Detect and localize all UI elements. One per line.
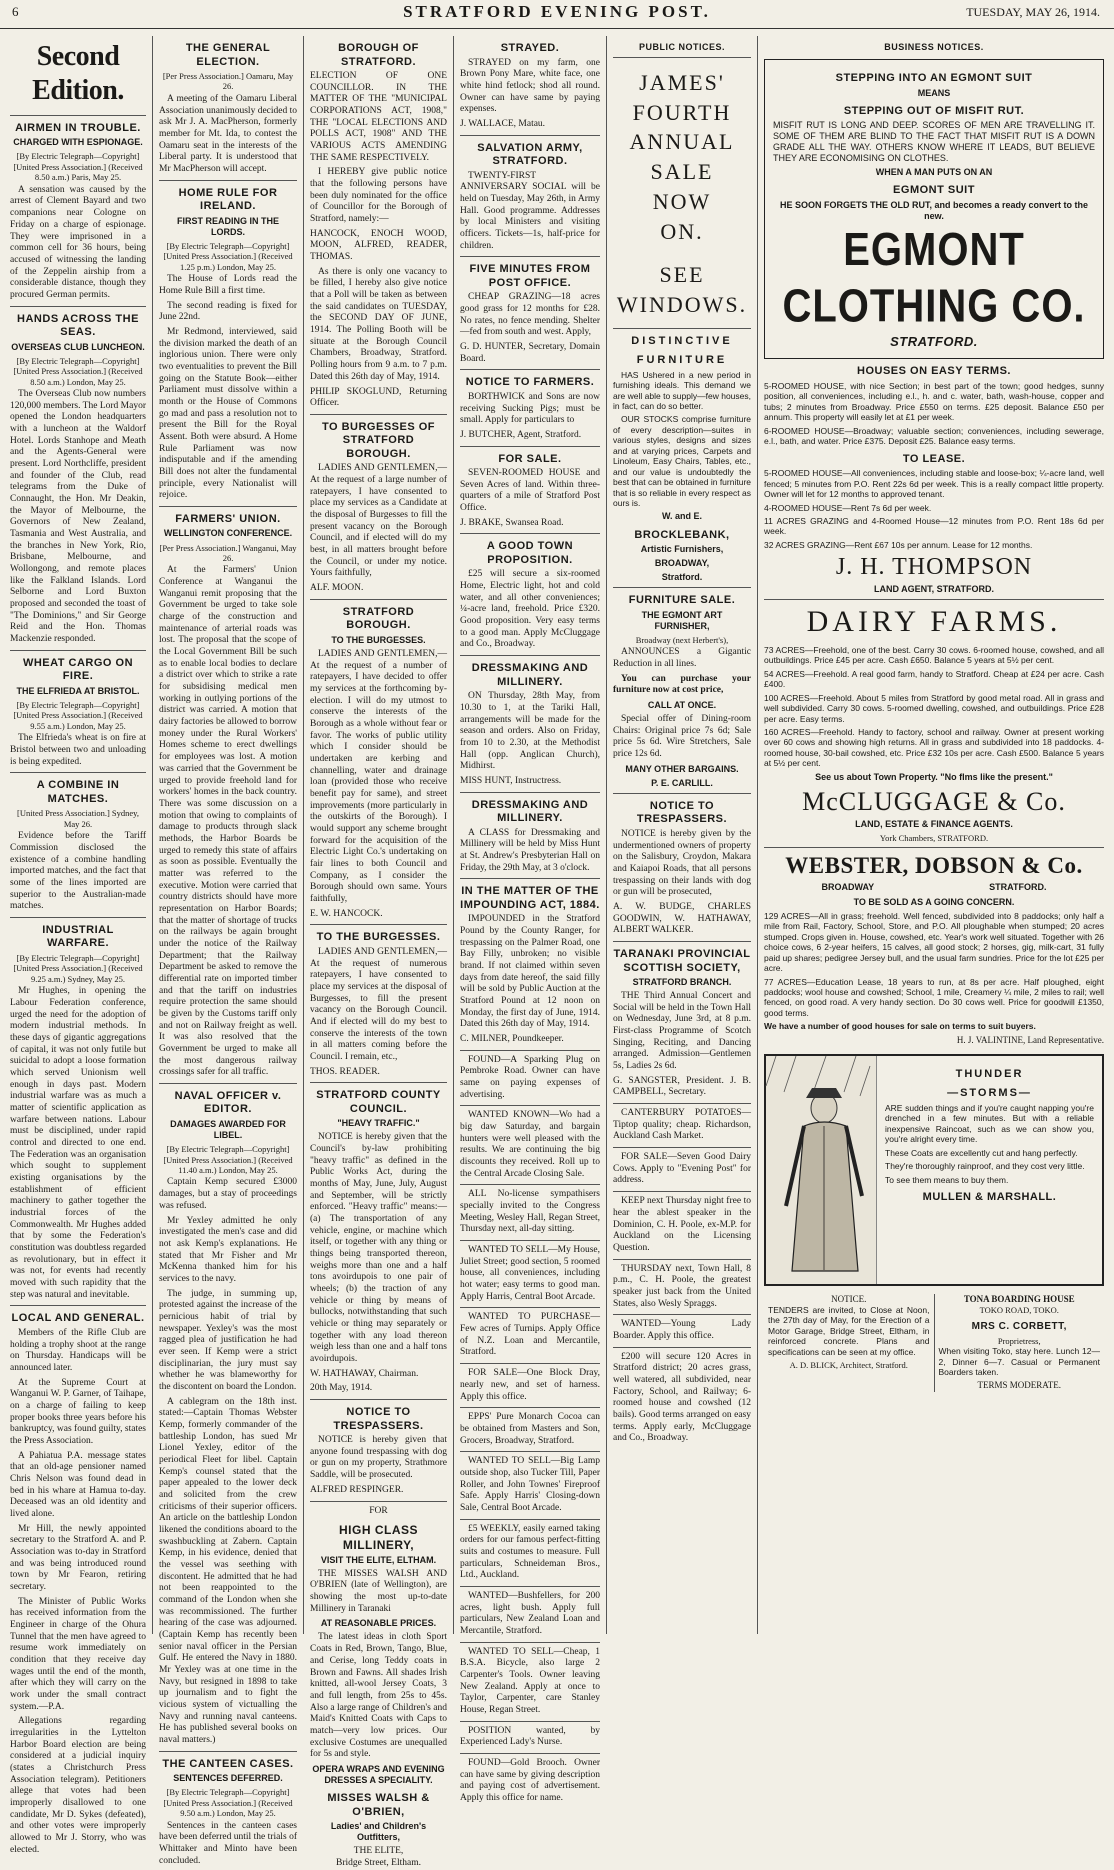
article-body: Mr Hughes, in opening the Labour Federation conference, urged the need for the adoption of modern industrial methods. In these days of gigantic aggregations of capital, it was not only futile but suicidal to adopt a loose formation which served Unionism well enough in days past. Modern industrial warfare was as much a matter of scientific application as warfare between nations. Labour must be disciplined, under rapid control and directed to one end. The Federation was an organisation which sought to supplement existing organisations by the establishment of efficient machinery to gather together the industrial forces of the Commonwealth. Mr Hughes added that by some the Federation's constitution was doubtless regarded as revolutionary, but in effect it was not, for events had recently moved with such rapidity that the step was natural and inevitable.	[10, 986, 146, 1300]
ad-heading: BROCKLEBANK,	[634, 528, 730, 541]
notice-body: LADIES AND GENTLEMEN,—At the request of numerous ratepayers, I have consented to place my services at the disposal of Burgesses, to fill the present vacancy on the Borough Council. And if elected will do my best to conserve the interests of the town in all matters coming before the Council. I remain, etc.,	[310, 946, 447, 1062]
classified-heading: NOTICE TO FARMERS.	[465, 376, 595, 389]
notice-body: I HEREBY give public notice that the following persons have been duly nominated for the office of Councillor for the Borough of Stratford, namely:—	[310, 167, 447, 225]
classified-body: TWENTY-FIRST ANNIVERSARY SOCIAL will be held on Tuesday, May 26th, in Army Hall. Good programme. Addresses by local Ministers and visiting officers. Tickets—1s, half-price for children.	[460, 170, 600, 251]
signature: G. D. HUNTER, Secretary, Domain Board.	[460, 342, 600, 364]
notice-body: LADIES AND GENTLEMEN,—At the request of a large number of ratepayers, I have consented to place my services as a Candidate at the disposal of Burgesses to fill the present vacancy on the Borough Council, and if elected will do my best, in all matters brought before the Council, or under my notice. Yours faithfully,	[310, 463, 447, 579]
classified-body: BORTHWICK and Sons are now receiving Sucking Pigs; must be small. Apply for particulars to	[460, 391, 600, 426]
column-2	[153, 36, 304, 1866]
classified-body: SEVEN-ROOMED HOUSE and Seven Acres of land. Within three-quarters of a mile of Stratford Post Office.	[460, 468, 600, 514]
newspaper-title: STRATFORD EVENING POST.	[403, 2, 711, 21]
ad-subheading: AT REASONABLE PRICES.	[320, 1618, 437, 1629]
notice-heading: BOROUGH OF STRATFORD.	[338, 42, 419, 68]
notice-body: NOTICE is hereby given that the Council's by-law prohibiting "heavy traffic" as defined in the Public Works Act, during the months of May, June, July, August and September, will be strictly enforced. "Heavy traffic" means:—(a) The transportation of any vehicle, engine, or machine which itself, or together with any thing or things being transported thereon, weighs more than one and a half tons avoirdupois to one pair of wheels; (b) the traction of any vehicle or thing by means of bullocks, notwithstanding that such vehicle or thing may separately or together with any load thereon weigh less than one and a half tons avoirdupois.	[310, 1132, 447, 1365]
article-heading: HANDS ACROSS THE SEAS.	[17, 312, 139, 339]
listing: 5-ROOMED HOUSE, with nice Section; in best part of the town; good hedges, sunny position, all conveniences, including e.l., h. and c. water, bath, wash-house, copper and tubs; 2 minutes from Broadway. Price £550 on terms. £25 deposit. Balance £50 per annum. This property will easily let at £1 per week.	[764, 380, 1104, 423]
masthead	[0, 0, 1114, 29]
agent-name: McCLUGGAGE & Co.	[802, 786, 1066, 816]
candidate-list: HANCOCK, ENOCH WOOD, MOON, ALFRED, READER, THOMAS.	[310, 228, 447, 263]
agent-name: J. H. THOMPSON	[835, 554, 1033, 581]
ad-heading: TO LEASE.	[902, 452, 966, 465]
ad-line: Broadway (next Herbert's),	[635, 634, 729, 645]
column-4	[454, 36, 607, 1803]
notice-date: 20th May, 1914.	[310, 1383, 373, 1394]
signature: W. HATHAWAY, Chairman.	[310, 1368, 419, 1379]
ad-line: NOW	[652, 188, 712, 214]
ad-line: STRATFORD.	[989, 881, 1047, 892]
article-heading: NAVAL OFFICER v. EDITOR.	[174, 1089, 282, 1116]
ad-line: York Chambers, STRATFORD.	[879, 832, 989, 843]
classified-body: FOR SALE—One Block Dray, nearly new, and set of harness. Apply this office.	[460, 1368, 600, 1402]
ad-subheading: THE EGMONT ART FURNISHER,	[641, 609, 723, 631]
article-subheading: FIRST READING IN THE LORDS.	[176, 215, 279, 237]
notice-heading: NOTICE TO TRESPASSERS.	[636, 799, 728, 826]
classified-heading: FIVE MINUTES FROM POST OFFICE.	[469, 263, 591, 289]
boarding-house-ad	[935, 1294, 1105, 1392]
signature: PHILIP SKOGLUND, Returning Officer.	[310, 386, 447, 409]
ad-body: OUR STOCKS comprise furniture of every description—suites in various styles, designs and sizes and at varying prices, Carpets and Linoleum, Easy Chairs, Tables, etc., and our value is undoubtedly the best that can be obtained in furniture that is so reliable in every respect as ours is.	[613, 414, 751, 509]
ad-line: WINDOWS.	[616, 291, 748, 317]
notice-body: NOTICE is hereby given that anyone found trespassing with dog or gun on my property, Strathmore Saddle, will be prosecuted.	[310, 1435, 447, 1481]
signature: ALF. MOON.	[310, 583, 364, 594]
notice-heading: STRATFORD COUNTY COUNCIL.	[316, 1089, 441, 1115]
listing: We have a number of good houses for sale on terms to suit buyers.	[764, 1021, 1036, 1032]
column-5	[607, 36, 758, 1634]
classified-body: WANTED KNOWN—Wo had a big daw Saturday, and bargain hunters were well pleased with the results. We are continuing the big discounts they received. Roll up to the Central Arcade Closing Sale.	[460, 1110, 600, 1179]
notice-subheading: TO THE BURGESSES.	[331, 634, 426, 645]
ad-line: ON.	[660, 218, 704, 244]
ad-heading: STEPPING OUT OF MISFIT RUT.	[843, 104, 1025, 117]
classified-body: £5 WEEKLY, easily earned taking orders for our famous perfect-fitting suits and costumes to measure. Full particulars, Schneideman Bros., Ltd., Auckland.	[460, 1523, 600, 1581]
classified-heading: DRESSMAKING AND MILLINERY.	[471, 662, 589, 688]
classified-body: POSITION wanted, by Experienced Lady's Nurse.	[460, 1725, 600, 1748]
article-heading: THE GENERAL ELECTION.	[185, 42, 271, 68]
ad-line: ANNUAL	[629, 129, 735, 155]
listing: 100 ACRES—Freehold. About 5 miles from Stratford by good metal road. All in grass and well subdivided. Carry 30 cows. 5-roomed dwelling, cowshed, and outbuildings. Price £28 per acre. Easy terms.	[764, 692, 1104, 724]
article-heading: A COMBINE IN MATCHES.	[36, 779, 120, 805]
ad-heading: THUNDER	[955, 1067, 1024, 1080]
notice-heading: TO BURGESSES OF STRATFORD BOROUGH.	[321, 420, 436, 460]
classified-body: FOUND—Gold Brooch. Owner can have same by giving description and paying cost of advertisement. Apply this office for name.	[460, 1757, 600, 1803]
article-heading: THE CANTEEN CASES.	[162, 1757, 294, 1770]
ad-line: THE ELITE,	[353, 1846, 404, 1857]
notice-body: THE Third Annual Concert and Social will be held in the Town Hall on Wednesday, June 3rd, at 8 p.m. First-class Programme of Scotch Singing, Reciting, and Dancing arranged. Admission—Gentlemen 5s, Ladies 2s 6d.	[613, 991, 751, 1072]
article-heading: FARMERS' UNION.	[175, 512, 281, 525]
classified-body: WANTED TO SELL—Cheap, 1 B.S.A. Bicycle, also large 2 Carpenter's Tools. Owner leaving New Zealand. Apply at once to Taylor, Carpenter, care Stanley House, Regan Street.	[460, 1646, 600, 1715]
ad-line: WHEN A MAN PUTS ON AN	[875, 167, 993, 178]
classified-body: FOR SALE—Seven Good Dairy Cows. Apply to "Evening Post" for address.	[613, 1152, 751, 1186]
ad-heading: MISSES WALSH & O'BRIEN,	[327, 1792, 430, 1818]
bottom-notices	[764, 1294, 1104, 1392]
classified-body: WANTED TO SELL—My House, Juliet Street; good section, 5 roomed house, all conveniences, including hot water; easy terms to good man. Apply Harris, Central Boot Arcade.	[460, 1245, 600, 1302]
notice-subheading: ELECTION OF ONE COUNCILLOR. IN THE MATTER OF THE "MUNICIPAL CORPORATIONS ACT, 1908," THE "LOCAL ELECTIONS AND POLLS ACT, 1908" AND THE VARIOUS ACTS AMENDING THE SAME RESPECTIVELY.	[310, 71, 447, 163]
classified-body: CHEAP GRAZING—18 acres good grass for 12 months for £28. No rates, no fence mending. Shelter—fed from south and west. Apply,	[460, 292, 600, 338]
signature: J. BRAKE, Swansea Road.	[460, 517, 564, 528]
tender-notice	[764, 1294, 935, 1392]
agent-name: WEBSTER, DOBSON & Co.	[785, 853, 1083, 879]
ad-body: They're thoroughly rainproof, and they cost very little.	[885, 1161, 1085, 1172]
ad-subheading: VISIT THE ELITE, ELTHAM.	[320, 1554, 437, 1565]
classified-body: STRAYED on my farm, one Brown Pony Mare, white face, one white hind fetlock; shod all round. Owner can have same by paying expenses.	[460, 57, 600, 115]
notice-body: NOTICE is hereby given by the undermentioned owners of property on the Salisbury, Croydon, Makara and Kaiapoi Roads, that all persons trespassing on their lands with dog or gun will be prosecuted,	[613, 828, 751, 898]
notice-body: As there is only one vacancy to be filled, I hereby also give notice that a Poll will be taken as between the said candidates on TUESDAY, the SECOND DAY OF JUNE, 1914. The Polling Booth will be situate at the Borough Council Chambers, Broadway, Stratford. Polling hours from 9 a.m. to 7 p.m. Dated this 26th day of May, 1914.	[310, 266, 447, 382]
notice-heading: NOTICE TO TRESPASSERS.	[333, 1406, 424, 1432]
ad-line: TOKO ROAD, TOKO.	[979, 1304, 1059, 1315]
classified-heading: IN THE MATTER OF THE IMPOUNDING ACT, 1884.	[460, 885, 600, 911]
ad-subheading: Ladies' and Children's Outfitters,	[330, 1821, 427, 1843]
dateline: [United Press Association.] Sydney, May 26.	[17, 808, 139, 829]
ad-body: These Coats are excellently cut and hang perfectly.	[885, 1147, 1078, 1158]
article-subheading: THE ELFRIEDA AT BRISTOL.	[16, 685, 140, 696]
article-body: The second reading is fixed for June 22nd.	[159, 300, 297, 323]
notice-subheading: "HEAVY TRAFFIC."	[337, 1118, 420, 1129]
column-1	[4, 36, 153, 1855]
article-body: The Minister of Public Works has received information from the Engineer in charge of the Ohura Tunnel that the men have agreed to resume work immediately on condition that they receive day wages until the end of the month, after which they will carry on the work under the small contract system.—P.A.	[10, 1596, 146, 1712]
article-body: Members of the Rifle Club are holding a trophy shoot at the range on Thursday. Handicaps will be announced later.	[10, 1327, 146, 1373]
ad-subheading: P. E. CARLILL.	[651, 777, 713, 788]
ad-body: When visiting Toko, stay here. Lunch 12—2, Dinner 6—7. Casual or Permanent Boarders taken.	[938, 1346, 1100, 1378]
article-body: Mr Hill, the newly appointed secretary to the Stratford A. and P. Association was to-day in Stratford and was being introduced round town by Mr Fearon, retiring secretary.	[10, 1523, 146, 1593]
edition-heading: Second Edition.	[32, 41, 124, 107]
classified-body: £200 will secure 120 Acres in Stratford district; 20 acres grass, well watered, all subdivided, near Factory, School, and Railway; 6-roomed house and cowshed (12 bails). Good terms arranged on easy terms. Apply early, McCluggage and Co., Broadway.	[613, 1351, 751, 1444]
article-subheading: SENTENCES DEFERRED.	[173, 1773, 283, 1784]
listing: 160 ACRES—Freehold. Handy to factory, school and railway. Owner at present working over 60 cows and showing high returns. All in grass and subdivided into 18 paddocks. 4-roomed house, 30-bail cowshed, etc. Price £32 10s per acre. Cash £500. Balance 5 years at 5½ per cent.	[764, 727, 1104, 769]
ad-line: BROADWAY,	[654, 558, 710, 569]
signature: ALFRED RESPINGER.	[310, 1484, 404, 1495]
page-number: 6	[12, 4, 19, 19]
ad-line: MEANS	[917, 87, 951, 98]
classified-body: WANTED TO SELL—Big Lamp outside shop, also Tucker Till, Paper Roller, and John Townes' Fireproof Safe. Apply Harris' Closing-down Sale, Central Boot Arcade.	[460, 1456, 600, 1513]
ad-body: To see them means to buy them.	[885, 1174, 1009, 1185]
dateline: [By Electric Telegraph—Copyright] [United Press Association.] (Received 9.50 a.m.) London, May 25.	[163, 1787, 293, 1819]
signature: A. W. BUDGE, CHARLES GOODWIN, W. HATHAWAY, ALBERT WALKER.	[613, 901, 751, 936]
signature: H. J. VALINTINE, Land Representative.	[956, 1034, 1104, 1045]
notice-heading: TO THE BURGESSES.	[316, 931, 441, 944]
issue-date: TUESDAY, MAY 26, 1914.	[966, 5, 1100, 19]
ad-line: LAND, ESTATE & FINANCE AGENTS.	[855, 818, 1013, 829]
dateline: [Per Press Association.] Oamaru, May 26.	[162, 71, 294, 92]
james-sale-ad	[613, 68, 751, 320]
webster-address	[764, 881, 1104, 896]
ad-body: Special offer of Dining-room Chairs: Original price 7s 6d; Sale price 5s 6d. Wire Stretchers, Sale price 12s 6d.	[613, 714, 751, 760]
article-subheading: WELLINGTON CONFERENCE.	[163, 528, 293, 539]
ad-line: LAND AGENT, STRATFORD.	[874, 583, 994, 594]
ad-line: Artistic Furnishers,	[640, 544, 724, 555]
listing: 73 ACRES—Freehold, one of the best. Carry 30 cows. 6-roomed house, cowshed, and all outbuildings. Price £45 per acre. Cash £650. Balance 5 years at 5½ per cent.	[764, 644, 1104, 666]
listing: 32 ACRES GRAZING—Rent £67 10s per annum. Lease for 12 months.	[764, 539, 1033, 550]
ad-heading: DAIRY FARMS.	[806, 604, 1062, 638]
raincoat-illustration	[766, 1056, 877, 1284]
ad-heading: —STORMS—	[947, 1087, 1032, 1100]
listing: 5-ROOMED HOUSE—All conveniences, including stable and loose-box; ¼-acre land, well fenced; 5 minutes from P.O. Rent 22s 6d per week. This is a really compact little property. Owner will let for 12 months to approved tenant.	[764, 468, 1104, 500]
classified-heading: FOR SALE.	[498, 452, 562, 465]
column-6	[758, 36, 1110, 1634]
signature: G. SANGSTER, President. J. B. CAMPBELL, Secretary.	[613, 1075, 751, 1098]
article-body: A cablegram on the 18th inst. stated:—Captain Thomas Webster Kemp, formerly commander of the battleship London, has sued Mr Lionel Yexley, editor of the periodical Fleet for libel. Captain Kemp's counsel stated that the paper appealed to the lower deck and solicited from the crew criticisms of their superior officers. An article on the battleship London likened the conditions aboard to the swashbuckling at Zabern. Captain Kemp, in his evidence, denied that the vessel was seething with discontent. He admitted that he had not been reappointed to the command of the London when she was recommissioned. The further hearing of the case was adjourned. (Captain Kemp has recently been senior naval officer in the Persian Gulf. He entered the Navy in 1880. Mr Yexley was at one time in the Navy, but resigned in 1898 to take up journalism and to fight the vicious system of victualling the Navy and running naval canteens. He has published several books on naval matters.)	[159, 1396, 297, 1746]
notice-body: LADIES AND GENTLEMEN,—At the request of a number of ratepayers, I have decided to offer my services at the forthcoming by-election. I will do my utmost to conserve the interests of the Borough as a whole without fear or favor. The works of public utility which I consider should be undertaken are kerbing and channelling, water and drainage loan (provided those who receive benefit pay for same), and street improvements (more particularly in the outskirts of the Borough). I would support any scheme brought forward for the acquisition of the Electric Light Co.'s undertaking on fair lines to both Council and Company, as I consider the Borough should own same. Yours faithfully,	[310, 648, 447, 904]
article-body: A meeting of the Oamaru Liberal Association unanimously decided to ask Mr J. A. MacPherson, formerly member for Mt. Ida, to contest the Oamaru seat in the interests of the Liberal party. It is understood that Mr MacPherson will accept.	[159, 93, 297, 174]
dateline: [By Electric Telegraph—Copyright] [United Press Association.] (Received 9.55 a.m.) London, May 25.	[13, 699, 143, 731]
dateline: [By Electric Telegraph—Copyright] [United Press Association.] (Received 8.50 a.m.) Paris, May 25.	[13, 151, 143, 183]
section-heading: BUSINESS NOTICES.	[884, 42, 984, 52]
thunder-text	[877, 1056, 1102, 1284]
thunder-storms-ad	[764, 1054, 1104, 1286]
ad-body: HAS Ushered in a new period in furnishing ideals. This demand we are well able to supply—few houses, in fact, can do so better.	[613, 369, 751, 411]
notice-subheading: STRATFORD BRANCH.	[632, 977, 732, 988]
classified-body: ALL No-license sympathisers specially invited to the Congress Meeting, Wesley Hall, Regan Street, Thursday next, all-day sitting.	[460, 1189, 600, 1235]
ad-line: BROADWAY	[821, 881, 875, 892]
article-body: Captain Kemp secured £3000 damages, but a stay of proceedings was refused.	[159, 1177, 297, 1211]
classified-heading: SALVATION ARMY, STRATFORD.	[477, 141, 583, 168]
article-body: A Pahiatua P.A. message states that an old-age pensioner named Chris Nelson was found dead in bed in his whare at Hamua to-day. Deceased was an old identity and lived alone.	[10, 1450, 146, 1519]
ad-subheading: TO BE SOLD AS A GOING CONCERN.	[853, 896, 1015, 907]
ad-line: Proprietress,	[997, 1335, 1041, 1346]
article-subheading: CHARGED WITH ESPIONAGE.	[13, 137, 143, 148]
ad-body: You can purchase your furniture now at cost price,	[613, 673, 751, 696]
ad-heading: FURNITURE	[636, 354, 728, 367]
article-body: The judge, in summing up, protested against the increase of the pernicious habit of trial by newspaper. Yexley's was the most ragged plea of justification he had ever seen. If Kemp were a strict disciplinarian, the jury must say whether he was blameworthy for the discontent on board the London.	[159, 1288, 297, 1392]
signature: A. D. BLICK, Architect, Stratford.	[789, 1360, 908, 1371]
ad-subheading: MANY OTHER BARGAINS.	[625, 763, 739, 774]
listing: 6-ROOMED HOUSE—Broadway; valuable section; conveniences, including sewerage, e.l., bath, and water. Price £375. Deposit £25. Balance easy terms.	[764, 425, 1104, 447]
article-heading: WHEAT CARGO ON FIRE.	[22, 656, 134, 683]
listing: 4-ROOMED HOUSE—Rent 7s 6d per week.	[764, 502, 932, 513]
classified-heading: DRESSMAKING AND MILLINERY.	[471, 798, 589, 825]
classified-body: KEEP next Thursday night free to hear the ablest speaker in the Dominion, C. H. Poole, ex-M.P. for Auckland on the Licensing Question.	[613, 1196, 751, 1253]
ad-line: FOR	[369, 1505, 388, 1516]
classified-body: EPPS' Pure Monarch Cocoa can be obtained from Masters and Son, Grocers, Broadway, Stratford.	[460, 1412, 600, 1446]
notice-heading: TARANAKI PROVINCIAL SCOTTISH SOCIETY,	[613, 947, 751, 974]
signature: J. BUTCHER, Agent, Stratford.	[460, 429, 582, 440]
classified-body: FOUND—A Sparking Plug on Pembroke Road. Owner can have same on paying expenses of advertising.	[460, 1054, 600, 1100]
dateline: [By Electric Telegraph—Copyright] [United Press Association.] (Received 11.40 a.m.) London, May 25.	[163, 1144, 293, 1176]
ad-line: TERMS MODERATE.	[977, 1380, 1061, 1391]
signature: E. W. HANCOCK.	[310, 908, 383, 919]
ad-heading: STEPPING INTO AN EGMONT SUIT	[835, 72, 1033, 85]
article-subheading: DAMAGES AWARDED FOR LIBEL.	[170, 1119, 286, 1141]
classified-body: A CLASS for Dressmaking and Millinery will be held by Miss Hunt at St. Andrew's Presbyterian Hall on Friday, the 29th May, at 3 o'clock.	[460, 827, 600, 873]
article-body: The Elfrieda's wheat is on fire at Bristol between two and unloading is being expedited.	[10, 733, 146, 767]
article-body: The Overseas Club now numbers 120,000 members. The Lord Mayor opened the London headquarters with a luncheon at the Waldorf Hotel. Lords Stanhope and Meath and the Agents-General were present. Lord Northcliffe, president and founder of the Club, read telegrams from the Duke of Connaught, the Hon. Mr Deakin, the Mayor of Melbourne, the Governors of New Zealand, Tasmania and West Australia, and the branches in New York, Rio, Brisbane, Melbourne, and Wollongong, and remote places like the Falkland Islands. Lord Selborne and Lord Buxton proposed and seconded the toast of "The Dominions," and Sir George Reid and the Hon. Thomas Mackenzie responded.	[10, 388, 146, 645]
dateline: [Per Press Association.] Wanganui, May 26.	[159, 542, 297, 563]
notice-heading: NOTICE.	[831, 1293, 867, 1304]
ad-subheading: OPERA WRAPS AND EVENING DRESSES A SPECIALITY.	[312, 1763, 445, 1785]
article-body: Allegations regarding irregularities in the Lyttelton Harbor Board election are being considered at a judicial inquiry (states a Christchurch Press Association telegram). Petitioners allege that votes had been improperly disallowed to one candidate, Mr D. Sykes (defeated), and other votes were improperly allowed to Mr J. Storry, who was elected.	[10, 1716, 146, 1855]
ad-line: Bridge Street, Eltham.	[336, 1857, 421, 1868]
classified-heading: A GOOD TOWN PROPOSITION.	[486, 540, 574, 566]
classified-body: WANTED—Young Lady Boarder. Apply this office.	[613, 1319, 751, 1341]
listing: 129 ACRES—All in grass; freehold. Well fenced, subdivided into 8 paddocks; only half a mile from Rail, Factory, School, Store, and P.O. All ploughable when stumped; 20 acres stumped. Crops given in. House, cowshed, etc. Year's work well situated. Together with 26 choice cows, 6 2-year heifers, 15 calves, all good stock; 2 horses, gig, milk-cart, 31 fully paid up shares; pedigree Jersey bull, and the usual farm sundries. Price for the lot £25 per acre.	[764, 910, 1104, 974]
article-heading: AIRMEN IN TROUBLE.	[15, 121, 141, 134]
article-subheading: OVERSEAS CLUB LUNCHEON.	[11, 341, 145, 352]
ad-heading: MRS C. CORBETT,	[971, 1321, 1067, 1333]
article-body: Mr Yexley admitted he only investigated the men's case and did not ask Kemp's explanations. He stated that Mr Fisher and Mr McKenna thanked him for his services to the navy.	[159, 1215, 297, 1284]
classified-body: WANTED—Bushfellers, for 200 acres, light bush. Apply full particulars, New Zealand Loan and Mercantile, Stratford.	[460, 1590, 600, 1636]
ad-line: SEE	[659, 262, 705, 288]
ad-heading: FURNITURE SALE.	[628, 594, 736, 607]
ad-heading: MULLEN & MARSHALL.	[922, 1191, 1057, 1204]
ad-heading: DISTINCTIVE	[631, 334, 733, 347]
egmont-clothing-logo: EGMONT CLOTHING CO.	[782, 225, 1086, 333]
ad-heading: TONA BOARDING HOUSE	[963, 1293, 1075, 1304]
article-heading: LOCAL AND GENERAL.	[11, 1312, 145, 1325]
classified-body: WANTED TO PURCHASE—Few acres of Turnips. Apply Office of N.Z. Loan and Mercantile, Stratford.	[460, 1312, 600, 1358]
ad-body: The latest ideas in cloth Sport Coats in Red, Brown, Tango, Blue, and Cerise, long Teddy coats in Brown and Fawns. All shades Irish knitted, all-wool Jersey Coats, 3 and full length, from 25s to 45s. Also a large range of Children's and Maid's Knitted Coats with Caps to match—very low prices. Our exclusive Costumes are unequalled for 5s and style.	[310, 1632, 447, 1760]
article-body: Sentences in the canteen cases have been deferred until the trials of Whittaker and Minto have been concluded.	[159, 1820, 297, 1866]
dateline: [By Electric Telegraph—Copyright] [United Press Association.] (Received 1.25 p.m.) London, May 25.	[163, 240, 293, 272]
listing: 54 ACRES—Freehold. A real good farm, handy to Stratford. Cheap at £24 per acre. Cash £400.	[764, 668, 1104, 690]
article-body: Evidence before the Tariff Commission disclosed the existence of a combine handling imported matches, and the fact that some of the lines imported are superior to the Australian-made matches.	[10, 831, 146, 912]
egmont-ad	[764, 59, 1104, 359]
ad-body: ANNOUNCES a Gigantic Reduction in all lines.	[613, 647, 751, 670]
dateline: [By Electric Telegraph—Copyright] [United Press Association.] (Received 9.25 a.m.) Sydney, May 25.	[13, 952, 143, 984]
classified-body: ON Thursday, 28th May, from 10.30 to 1, at the Tariki Hall, arrangements will be made for the season and orders. Also on Friday, from 10 to 2.30, at the Methodist Hall (opp. Anglican Church), Midhirst.	[460, 691, 600, 772]
article-body: Mr Redmond, interviewed, said the division marked the death of an inglorious union. There were only two eventualities to prevent the Bill going on the Statute Book—either Parliament must dissolve within a month or the House of Commons go mad and pass a resolution not to present the Bill for the Royal Assent. Both were absurd. A Home Rule Parliament was now indisputable and if the amending Bill does not alter the fundamental principle, every Nationalist will rejoice.	[159, 326, 297, 501]
ad-line: HE SOON FORGETS THE OLD RUT, and becomes a ready convert to the new.	[779, 199, 1089, 222]
section-heading: PUBLIC NOTICES.	[638, 42, 725, 52]
article-body: A sensation was caused by the arrest of Clement Bayard and two companions near Cologne on Friday on a charge of espionage. They were imprisoned in a common cell for 36 hours, being accused of witnessing the landing of the Zeppelin airship from a considerable distance, though they procured German permits.	[10, 184, 146, 300]
notice-body: TENDERS are invited, to Close at Noon, the 27th day of May, for the Erection of a Motor Garage, Bridge Street, Eltham, in reinforced concrete. Plans and specifications can be seen at my office.	[768, 1304, 930, 1357]
ad-body: ARE sudden things and if you're caught napping you're drenched in a few minutes. But with a reliable inexpensive Raincoat, such as we can show you, you're alright every time.	[885, 1102, 1094, 1145]
classified-body: £25 will secure a six-roomed Home, Electric light, hot and cold water, and all other conveniences; ¼-acre land, freehold. Price £320. Good proposition. Very easy terms to a good man. Apply McCluggage and Co., Broadway.	[460, 569, 600, 650]
classified-body: IMPOUNDED in the Stratford Pound by the County Ranger, for trespassing on the Palmer Road, one Bay Filly, unbroken; no visible brand. If not claimed within seven days from date hereof, the said filly will be sold by Public Auction at the Stratford Pound at 12 noon on Monday, the first day of June, 1914. Dated this 26th day of May, 1914.	[460, 914, 600, 1030]
article-body: The House of Lords read the Home Rule Bill a first time.	[159, 274, 297, 296]
ad-body: THE MISSES WALSH AND O'BRIEN (late of Wellington), are showing the most up-to-date Millinery in Taranaki	[310, 1568, 447, 1614]
listing: 11 ACRES GRAZING and 4-Roomed House—12 minutes from P.O. Rent 18s 6d per week.	[764, 516, 1104, 537]
ad-line: W. and E.	[661, 511, 702, 522]
ad-body: MISFIT RUT IS LONG AND DEEP. SCORES OF MEN ARE TRAVELLING IT. SOME OF THEM ARE BLIND TO THE FACT THAT MISFIT RUT IS A DOWN GRADE ALL THE WAY. OTHERS KNOW WHERE IT LEADS, BUT BELIEVE THEY ARE ECONOMISING ON CLOTHES.	[773, 120, 1095, 164]
article-heading: HOME RULE FOR IRELAND.	[178, 186, 278, 213]
ad-line: SALE	[650, 159, 714, 185]
raincoat-figure-icon	[766, 1056, 876, 1284]
ad-line: FOURTH	[632, 99, 732, 125]
ad-line: STRATFORD.	[890, 334, 978, 350]
ad-line: See us about Town Property. "No flms like the present."	[815, 771, 1053, 782]
article-body: At the Supreme Court at Wanganui W. P. Garner, of Taihape, on a charge of failing to keep proper books three years before his bankruptcy, was found guilty, states the Press Association.	[10, 1377, 146, 1446]
dateline: [By Electric Telegraph—Copyright] [United Press Association.] (Received 8.50 a.m.) London, May 25.	[13, 355, 143, 387]
signature: J. WALLACE, Matau.	[460, 118, 546, 129]
column-3	[304, 36, 454, 1868]
classified-heading: STRAYED.	[500, 42, 560, 54]
ad-heading: EGMONT SUIT	[893, 184, 975, 197]
classified-body: CANTERBURY POTATOES—Tiptop quality; cheap. Richardson, Auckland Cash Market.	[613, 1108, 751, 1142]
ad-heading: HIGH CLASS MILLINERY,	[338, 1523, 418, 1552]
ad-line: JAMES'	[639, 70, 725, 96]
ad-subheading: CALL AT ONCE.	[647, 700, 717, 711]
notice-heading: STRATFORD BOROUGH.	[342, 605, 415, 632]
article-heading: INDUSTRIAL WARFARE.	[42, 923, 114, 950]
listing: 77 ACRES—Education Lease, 18 years to run, at 8s per acre. Half ploughed, eight paddocks; wool house and cowshed; School, 1 mile, Creamery ¼ mile, 2 miles to rail; well fenced, on good road. A very handy section. Do 30 cows well. Price for goodwill £1350, good terms.	[764, 976, 1104, 1018]
signature: MISS HUNT, Instructress.	[460, 775, 562, 786]
signature: C. MILNER, Poundkeeper.	[460, 1034, 564, 1045]
ad-heading: HOUSES ON EASY TERMS.	[857, 365, 1011, 378]
classified-body: THURSDAY next, Town Hall, 8 p.m., C. H. Poole, the greatest speaker just back from the United States, also Wesly Spraggs.	[613, 1263, 751, 1309]
article-body: At the Farmers' Union Conference at Wanganui the Wanganui remit proposing that the Government be urged to take sole charge of the construction and maintenance of arterial roads was lost. The proposal that the scope of the Local Government Bill be such as to enable local bodies to declare a district over which to strike a rate for subsidising medical men working in outlying portions of the district was carried. A motion that dairy factories be allowed to borrow money under the Rural Workers' Homes scheme to erect dwellings for employees was lost. A motion was carried that the Government be urged to provide freehold land for workers' homes in the back country. There was some discussion on a motion that owing to complaints of damage to products through slack methods, the Harbor Boards be urged to remedy this state of affairs as soon as possible. Eventually the matter was referred to the executive. Motion were carried that country districts should have more representation on Harbor Boards; that the matter of shortage of trucks on the railways be again brought under the notice of the Railway Department; that the Railway Department be asked to remove the differential rate on imported timber and that the tariff on industries require protection the same should be given by the Customs tariff only and not on Railway freight as well. It was also resolved that the Government be urged to make all the most dangerous railway crossings safer for all traffic.	[159, 565, 297, 1078]
signature: THOS. READER.	[310, 1066, 380, 1077]
ad-line: Stratford.	[661, 572, 703, 583]
